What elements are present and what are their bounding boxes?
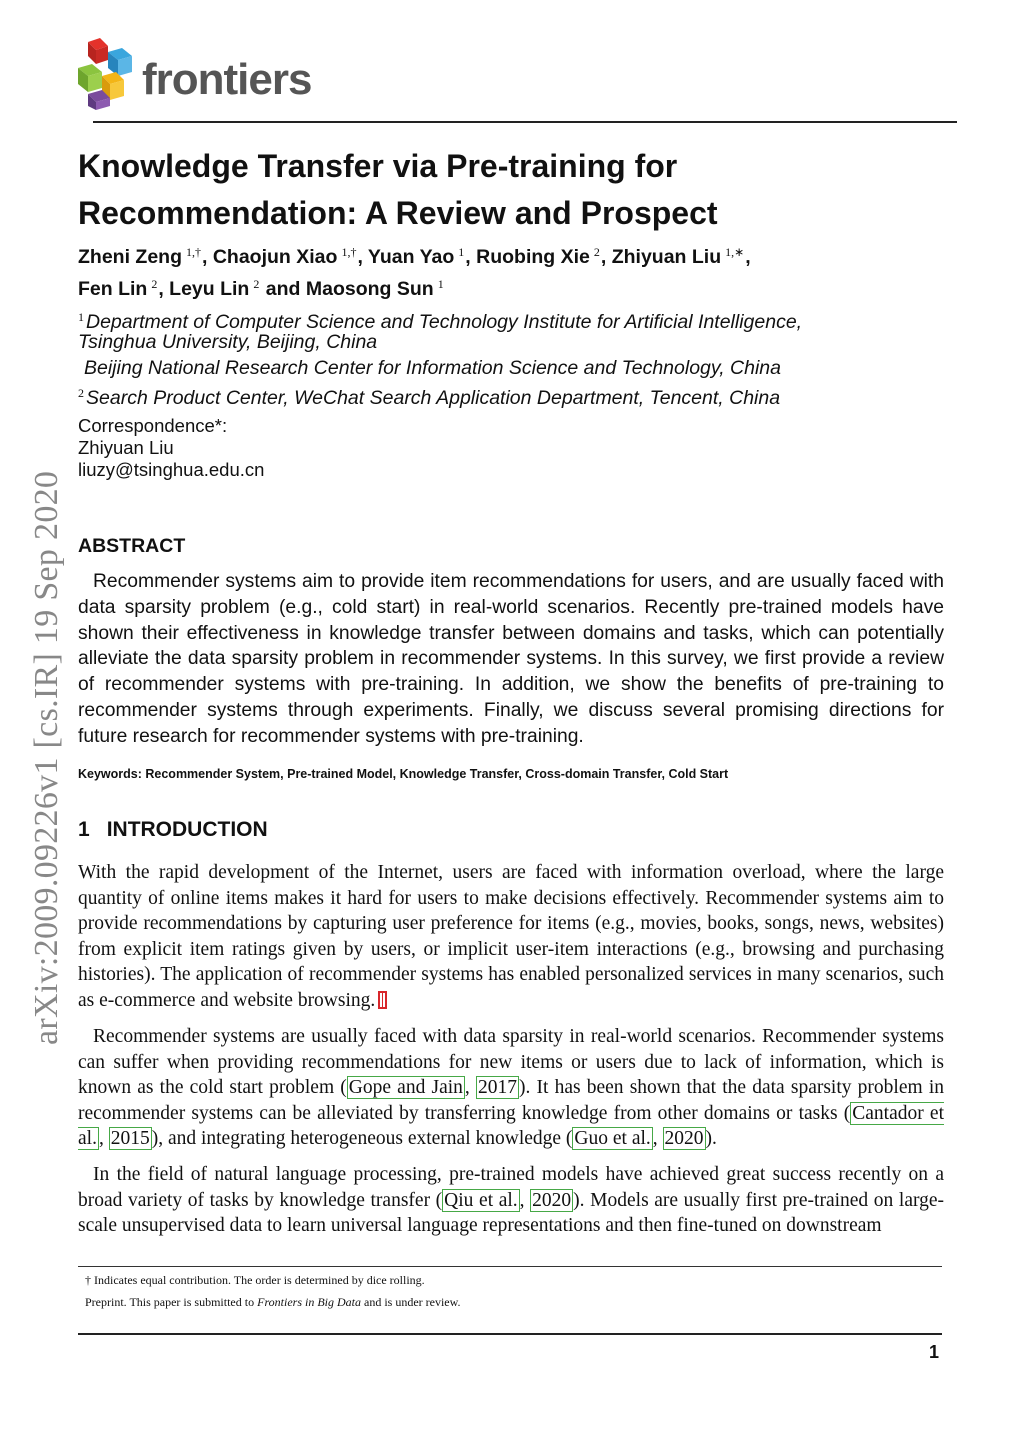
citation-year-link[interactable]: 2017 bbox=[477, 1077, 517, 1099]
citation-year-link[interactable]: 2015 bbox=[110, 1128, 150, 1150]
author-name: Leyu Lin bbox=[169, 278, 250, 300]
author-affiliation-sup: 1,† bbox=[341, 245, 357, 259]
arxiv-stamp: arXiv:2009.09226v1 [cs.IR] 19 Sep 2020 bbox=[28, 470, 65, 1045]
section-heading-introduction bbox=[78, 818, 268, 842]
frontiers-logo-text: frontiers bbox=[142, 55, 312, 104]
author-affiliation-sup: 2 bbox=[253, 277, 260, 291]
author-line-1: Zheni Zeng $^{1,\dagger}$, Chaojun Xiao $^{1,\dagger}$, Yuan Yao $^1$, Ruobing Xie $^2$, Zhiyuan Liu $^{1,∗}$, bbox=[78, 245, 751, 268]
citation-link[interactable]: Qiu et al. bbox=[444, 1189, 518, 1211]
abstract-body: Recommender systems aim to provide item recommendations for users, and are usually faced with data sparsity problem (e.g., cold start) in real-world scenarios. Recently pre-trained models have shown their effectiveness in knowledge transfer between domains and tasks, which can potentially alleviate the data sparsity problem in recommender systems. In this survey, we first provide a review of recommender systems with pre-training. In addition, we show the benefits of pre-training to recommender systems through experiments. Finally, we discuss several promising directions for future research for recommender systems with pre-training. bbox=[78, 571, 944, 747]
intro-paragraph-3: In the field of natural language processing, pre-trained models have achieved great success recently on a broad variety of tasks by knowledge transfer ( Qiu et al. , 2020 ). Models are usually first pre-trained on large-scale unsupervised data to learn universal language representations and then fine-tuned on downstream bbox=[78, 1164, 945, 1237]
citation-link[interactable]: Cantador et al. bbox=[78, 1102, 944, 1150]
citation-year-link[interactable]: 2020 bbox=[532, 1189, 572, 1211]
paper-title: Knowledge Transfer via Pre-training for Recommendation: A Review and Prospect bbox=[78, 148, 718, 231]
author-affiliation-sup: 2 bbox=[593, 245, 600, 259]
correspondence-email[interactable]: liuzy@tsinghua.edu.cn bbox=[78, 459, 265, 480]
citation-year-link[interactable]: 2020 bbox=[664, 1128, 704, 1150]
reference-marker-icon[interactable] bbox=[378, 991, 387, 1009]
affiliation-sup: 2 bbox=[78, 386, 84, 400]
section-title: INTRODUCTION bbox=[106, 818, 268, 841]
author-and: and bbox=[265, 278, 301, 300]
author-name: Yuan Yao bbox=[367, 246, 455, 268]
keywords: Keywords: Recommender System, Pre-trained Model, Knowledge Transfer, Cross-domain Transfer, Cold Start bbox=[78, 767, 729, 781]
author-affiliation-sup: 1,∗ bbox=[725, 245, 745, 259]
affiliation-1: $^1$ Department of Computer Science and Technology Institute for Artificial Intelligence, bbox=[78, 310, 803, 333]
page-number: 1 bbox=[929, 1342, 940, 1362]
footer-rule bbox=[78, 1333, 942, 1335]
footnote-rule bbox=[78, 1266, 942, 1267]
author-affiliation-sup: 2 bbox=[151, 277, 158, 291]
intro-paragraph-2: Recommender systems are usually faced with data sparsity in real-world scenarios. Recommender systems can suffer when providing recommendations for new items or users due to lack of information, which is known as the cold start problem ( Gope and Jain , 2017 ). It has been shown that the data sparsity problem in recommender systems can be alleviated by transferring knowledge from other domains or tasks ( Cantador et al. , 2015 ), and integrating heterogeneous external knowledge ( Guo et al. , 2020 ). bbox=[78, 1026, 944, 1150]
affiliation-2: $^2$ Search Product Center, WeChat Search Application Department, Tencent, China bbox=[78, 386, 781, 409]
author-affiliation-sup: 1,† bbox=[186, 245, 201, 259]
author-line-2: Fen Lin $^2$, Leyu Lin $^2$ and Maosong Sun $^1$ bbox=[78, 277, 444, 300]
author-name: Fen Lin bbox=[78, 278, 148, 300]
affiliation-1-line-2: Tsinghua University, Beijing, China bbox=[78, 331, 378, 353]
author-name: Chaojun Xiao bbox=[212, 246, 338, 268]
correspondence-label: Correspondence*: bbox=[78, 415, 228, 436]
footnote-preprint: Preprint. This paper is submitted to Frontiers in Big Data and is under review. bbox=[85, 1295, 461, 1309]
author-name: Zheni Zeng bbox=[78, 246, 182, 268]
correspondence-name: Zhiyuan Liu bbox=[78, 437, 174, 458]
header-rule bbox=[93, 121, 957, 123]
abstract-heading: ABSTRACT bbox=[78, 535, 186, 557]
author-name: Maosong Sun bbox=[305, 278, 434, 300]
author-name: Zhiyuan Liu bbox=[611, 246, 722, 268]
citation-link[interactable]: Guo et al. bbox=[574, 1128, 651, 1150]
citation-link[interactable]: Gope and Jain bbox=[348, 1077, 463, 1099]
frontiers-logo-icon bbox=[78, 38, 136, 110]
author-name: Ruobing Xie bbox=[476, 246, 590, 268]
section-number: 1 bbox=[78, 818, 90, 841]
intro-paragraph-1: With the rapid development of the Internet, users are faced with information overload, where the large quantity of online items makes it hard for users to make decisions effectively. Recommender systems aim to provide recommendations by capturing user preference for items (e.g., movies, books, songs, news, websites) from explicit item ratings given by users, or implicit user-item interactions (e.g., browsing and purchasing histories). The application of recommender systems has enabled personalized services in many scenarios, such as e-commerce and website browsing. bbox=[78, 862, 944, 1011]
footnote-equal-contribution: † Indicates equal contribution. The order is determined by dice rolling. bbox=[85, 1273, 425, 1287]
affiliation-1-line-3: Beijing National Research Center for Information Science and Technology, China bbox=[84, 357, 781, 379]
author-affiliation-sup: 1 bbox=[458, 245, 465, 259]
affiliation-sup: 1 bbox=[78, 310, 84, 324]
author-affiliation-sup: 1 bbox=[437, 277, 444, 291]
